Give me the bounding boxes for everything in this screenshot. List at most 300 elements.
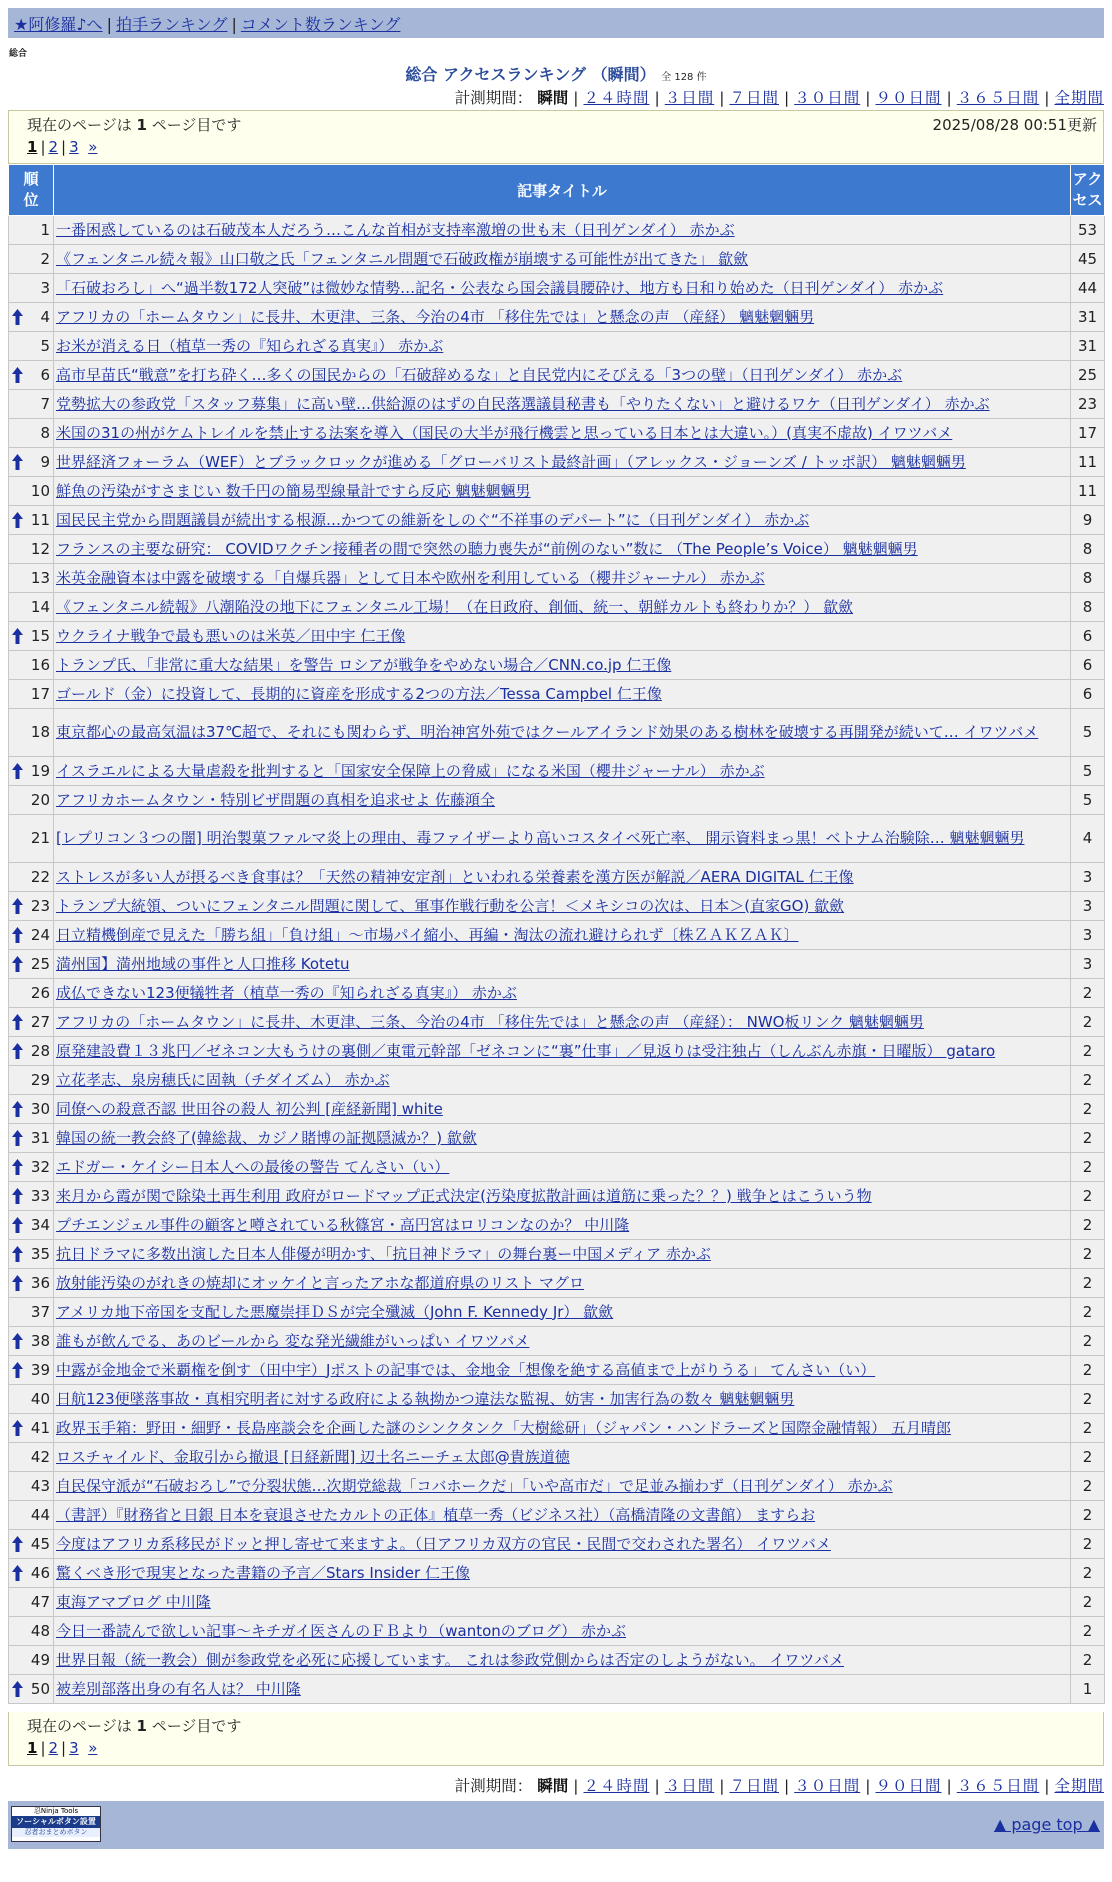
table-row [9, 390, 1105, 419]
article-link[interactable]: 高市早苗氏“戦意”を打ち砕く…多くの国民からの「石破辞めるな」と自民党内にそびえる「3つの壁」（日刊ゲンダイ） 赤かぶ [56, 365, 903, 384]
table-row [9, 863, 1105, 892]
access-count: 1 [1071, 1675, 1105, 1704]
rank-number: 25 [30, 954, 50, 973]
article-link[interactable]: 東海アマブログ 中川隆 [56, 1592, 211, 1611]
table-row [9, 757, 1105, 786]
title-cell [54, 892, 1071, 921]
arrow-up-icon [12, 1565, 23, 1581]
access-count: 53 [1071, 216, 1105, 245]
title-cell [54, 757, 1071, 786]
article-link[interactable]: 「石破おろし」へ“過半数172人突破”は微妙な情勢…記名・公表なら国会議員腰砕け、地方も日和り始めた（日刊ゲンダイ） 赤かぶ [56, 278, 944, 297]
period-link-3d-bottom[interactable]: ３日間 [664, 1777, 715, 1795]
rank-number: 19 [30, 761, 50, 780]
ninja-social-button-badge[interactable] [11, 1806, 101, 1842]
access-count: 4 [1071, 815, 1105, 863]
access-count: 2 [1071, 1385, 1105, 1414]
period-link-all[interactable]: 全期間 [1054, 89, 1104, 107]
title-cell [54, 1617, 1071, 1646]
title-cell [54, 477, 1071, 506]
article-link[interactable]: エドガー・ケイシー日本人への最後の警告 てんさい（い） [56, 1157, 450, 1176]
table-row [9, 564, 1105, 593]
ninja-badge-top: 忍Ninja Tools [33, 1807, 79, 1815]
access-count: 25 [1071, 361, 1105, 390]
rank-number: 42 [30, 1447, 50, 1466]
period-link-365d[interactable]: ３６５日間 [956, 89, 1040, 107]
pager-links-bottom: 1 | 2 | 3 » [27, 1739, 98, 1757]
rank-number: 30 [30, 1099, 50, 1118]
rank-number: 10 [30, 481, 50, 500]
article-link[interactable]: 誰もが飲んでる、あのビールから 変な発光繊維がいっぱい イワツバメ [56, 1331, 530, 1350]
title-cell [54, 1095, 1071, 1124]
rank-number: 5 [40, 336, 50, 355]
period-link-24h-bottom[interactable]: ２４時間 [583, 1777, 650, 1795]
rank-number: 38 [30, 1331, 50, 1350]
rank-cell [9, 1240, 54, 1269]
period-selector-bottom: 計測期間： 瞬間 | ２４時間 | ３日間 | ７日間 | ３０日間 | ９０日間 | ３６５日間 | 全期間 [454, 1777, 1104, 1795]
rank-number: 13 [30, 568, 50, 587]
access-count: 11 [1071, 448, 1105, 477]
period-link-24h[interactable]: ２４時間 [583, 89, 650, 107]
title-cell [54, 1298, 1071, 1327]
rank-number: 23 [30, 896, 50, 915]
rank-number: 21 [30, 829, 50, 847]
title-cell [54, 1269, 1071, 1298]
table-row [9, 1095, 1105, 1124]
rank-number: 8 [40, 423, 50, 442]
title-cell [54, 506, 1071, 535]
article-link[interactable]: 今度はアフリカ系移民がドッと押し寄せて来ますよ。（日アフリカ双方の官民・民間で交わされた署名） イワツバメ [56, 1534, 831, 1553]
title-cell [54, 1501, 1071, 1530]
article-link[interactable]: 世界経済フォーラム（WEF）とブラックロックが進める「グローバリスト最終計画」（アレックス・ジョーンズ / トッポ訳） 魑魅魍魎男 [56, 452, 966, 471]
title-cell [54, 1153, 1071, 1182]
article-link[interactable]: 自民保守派が“石破おろし”で分裂状態…次期党総裁「コバホークだ」「いや高市だ」で足並み揃わず（日刊ゲンダイ） 赤かぶ [56, 1476, 893, 1495]
access-count: 31 [1071, 303, 1105, 332]
article-link[interactable]: 政界玉手箱：野田・細野・長島座談会を企画した謎のシンクタンク「大樹総研」（ジャパン・ハンドラーズと国際金融情報） 五月晴郎 [56, 1418, 951, 1437]
page-2-link[interactable]: 2 [48, 138, 59, 156]
article-link[interactable]: プチエンジェル事件の顧客と噂されている秋篠宮・高円宮はロリコンなのか？ 中川隆 [56, 1215, 630, 1234]
article-link[interactable]: 原発建設費１３兆円／ゼネコン大もうけの裏側／東電元幹部「ゼネコンに“裏”仕事」／見返りは受注独占（しんぶん赤旗・日曜版） gataro [56, 1041, 996, 1060]
access-count: 2 [1071, 1559, 1105, 1588]
rank-number: 45 [30, 1534, 50, 1553]
access-count: 6 [1071, 622, 1105, 651]
rank-cell [9, 651, 54, 680]
ninja-badge-bottom: 忍者おまとめボタン [12, 1828, 100, 1837]
rank-number: 39 [30, 1360, 50, 1379]
period-link-365d-bottom[interactable]: ３６５日間 [956, 1777, 1040, 1795]
article-link[interactable]: 世界日報（統一教会）側が参政党を必死に応援しています。 これは参政党側からは否定のしようがない。 イワツバメ [56, 1650, 845, 1669]
article-link[interactable]: 党勢拡大の参政党「スタッフ募集」に高い壁…供給源のはずの自民落選議員秘書も「やりたくない」と避けるワケ（日刊ゲンダイ） 赤かぶ [56, 394, 990, 413]
table-row [9, 680, 1105, 709]
arrow-up-icon [12, 1536, 23, 1552]
rank-number: 49 [30, 1650, 50, 1669]
access-count: 2 [1071, 1211, 1105, 1240]
period-link-3d[interactable]: ３日間 [664, 89, 715, 107]
table-row [9, 1385, 1105, 1414]
period-link-90d-bottom[interactable]: ９０日間 [875, 1777, 942, 1795]
table-row [9, 1211, 1105, 1240]
title-cell [54, 1472, 1071, 1501]
title-cell [54, 1356, 1071, 1385]
rank-cell [9, 419, 54, 448]
article-link[interactable]: [レプリコン３つの闇] 明治製菓ファルマ炎上の理由、毒ファイザーより高いコスタイベ死亡率、 開示資料まっ黒！ベトナム治験除… 魑魅魍魎男 [56, 829, 1025, 847]
article-link[interactable]: ロスチャイルド、金取引から撤退 [日経新聞] 辺土名ニーチェ太郎@貴族道徳 [56, 1447, 570, 1466]
table-row [9, 448, 1105, 477]
article-link[interactable]: 米国の31の州がケムトレイルを禁止する法案を導入（国民の大半が飛行機雲と思っている日本とは大違い。）(真実不虚故) イワツバメ [56, 423, 953, 442]
table-row [9, 1153, 1105, 1182]
access-count: 45 [1071, 245, 1105, 274]
access-count: 3 [1071, 921, 1105, 950]
article-link[interactable]: 抗日ドラマに多数出演した日本人俳優が明かす、「抗日神ドラマ」の舞台裏ー中国メディア 赤かぶ [56, 1244, 711, 1263]
rank-number: 18 [30, 723, 50, 741]
table-row [9, 1066, 1105, 1095]
rank-cell [9, 593, 54, 622]
period-label: 計測期間： [454, 89, 533, 107]
access-count: 2 [1071, 1066, 1105, 1095]
article-link[interactable]: 米英金融資本は中露を破壊する「自爆兵器」として日本や欧州を利用している（櫻井ジャーナル） 赤かぶ [56, 568, 765, 587]
rank-cell [9, 1066, 54, 1095]
title-cell [54, 303, 1071, 332]
header-rank: 順位 [9, 165, 54, 216]
rank-cell [9, 1124, 54, 1153]
table-row [9, 1124, 1105, 1153]
article-link[interactable]: 立花孝志、泉房穂氏に固執（チダイズム） 赤かぶ [56, 1070, 390, 1089]
rank-number: 22 [30, 867, 50, 886]
next-page-link-bottom[interactable]: » [88, 1739, 98, 1757]
rank-number: 14 [30, 597, 50, 616]
arrow-up-icon [12, 512, 23, 528]
title-cell [54, 1240, 1071, 1269]
access-count: 2 [1071, 1530, 1105, 1559]
article-link[interactable]: 日航123便墜落事故・真相究明者に対する政府による執拗かつ違法な監視、妨害・加害行為の数々 魑魅魍魎男 [56, 1389, 795, 1408]
title-cell [54, 274, 1071, 303]
period-selector-top: 計測期間： 瞬間 | ２４時間 | ３日間 | ７日間 | ３０日間 | ９０日間 | ３６５日間 | 全期間 [454, 89, 1104, 107]
arrow-up-icon [12, 1014, 23, 1030]
title-cell [54, 1675, 1071, 1704]
next-page-link[interactable]: » [88, 138, 98, 156]
access-count: 2 [1071, 1008, 1105, 1037]
title-cell [54, 950, 1071, 979]
arrow-up-icon [12, 1159, 23, 1175]
rank-number: 35 [30, 1244, 50, 1263]
access-count: 2 [1071, 1588, 1105, 1617]
access-count: 6 [1071, 680, 1105, 709]
article-link[interactable]: 来月から霞が関で除染土再生利用 政府がロードマップ正式決定(汚染度拡散計画は道筋に乗った？？) 戦争とはこういう物 [56, 1186, 872, 1205]
rank-cell [9, 1646, 54, 1675]
rank-number: 40 [30, 1389, 50, 1408]
article-link[interactable]: 同僚への殺意否認 世田谷の殺人 初公判 [産経新聞] white [56, 1099, 443, 1118]
page-top-link[interactable]: ▲ page top ▲ [993, 1815, 1100, 1834]
title-cell [54, 979, 1071, 1008]
article-link[interactable]: フランスの主要な研究： COVIDワクチン接種者の間で突然の聴力喪失が“前例のない”数に （The People’s Voice） 魑魅魍魎男 [56, 539, 918, 558]
title-cell [54, 593, 1071, 622]
article-link[interactable]: アフリカの「ホームタウン」に長井、木更津、三条、今治の4市 「移住先では」と懸念の声 （産経）： NWO板リンク 魑魅魍魎男 [56, 1012, 924, 1031]
rank-cell [9, 709, 54, 757]
access-count: 2 [1071, 1037, 1105, 1066]
access-count: 2 [1071, 1095, 1105, 1124]
rank-cell [9, 1037, 54, 1066]
page-1-current: 1 [27, 138, 38, 156]
rank-cell [9, 1414, 54, 1443]
title-cell [54, 419, 1071, 448]
pager-bottom [8, 1712, 1104, 1766]
page-2-link-bottom[interactable]: 2 [48, 1739, 59, 1757]
access-count: 2 [1071, 1414, 1105, 1443]
comment-ranking-link[interactable]: コメント数ランキング [240, 15, 401, 34]
pager-status-bottom: 現在のページは 1 ページ目です [27, 1717, 242, 1735]
rank-cell [9, 757, 54, 786]
category-label: 総合 [9, 49, 28, 59]
table-row [9, 815, 1105, 863]
table-row [9, 1037, 1105, 1066]
access-count: 23 [1071, 390, 1105, 419]
arrow-up-icon [12, 1420, 23, 1436]
article-link[interactable]: ストレスが多い人が摂るべき食事は？「天然の精神安定剤」といわれる栄養素を漢方医が解説／AERA DIGITAL 仁王像 [56, 867, 854, 886]
rank-cell [9, 1472, 54, 1501]
title-cell [54, 448, 1071, 477]
table-row [9, 950, 1105, 979]
rank-cell [9, 274, 54, 303]
title-cell [54, 535, 1071, 564]
access-count: 2 [1071, 1472, 1105, 1501]
rank-cell [9, 1211, 54, 1240]
table-row [9, 477, 1105, 506]
arrow-up-icon [12, 367, 23, 383]
rank-cell [9, 1559, 54, 1588]
access-count: 2 [1071, 1617, 1105, 1646]
rank-cell [9, 892, 54, 921]
access-count: 2 [1071, 1240, 1105, 1269]
table-row [9, 1269, 1105, 1298]
title-cell [54, 1385, 1071, 1414]
access-count: 9 [1071, 506, 1105, 535]
bottom-bar [8, 1801, 1104, 1849]
article-link[interactable]: 放射能汚染のがれきの焼却にオッケイと言ったアホな都道府県のリスト マグロ [56, 1273, 584, 1292]
access-count: 44 [1071, 274, 1105, 303]
rank-cell [9, 979, 54, 1008]
article-link[interactable]: 《フェンタニル続々報》山口敬之氏「フェンタニル問題で石破政権が崩壊する可能性が出てきた」 歙歛 [56, 249, 749, 268]
access-count: 2 [1071, 1646, 1105, 1675]
arrow-up-icon [12, 1246, 23, 1262]
rank-number: 27 [30, 1012, 50, 1031]
table-row [9, 622, 1105, 651]
rank-number: 43 [30, 1476, 50, 1495]
arrow-up-icon [12, 956, 23, 972]
title-cell [54, 921, 1071, 950]
table-row [9, 1588, 1105, 1617]
rank-cell [9, 477, 54, 506]
title-cell [54, 1443, 1071, 1472]
article-link[interactable]: 満州国】満州地域の事件と人口推移 Kotetu [56, 954, 350, 973]
title-cell [54, 622, 1071, 651]
article-link[interactable]: 成仏できない123便犠牲者（植草一秀の『知られざる真実』） 赤かぶ [56, 983, 517, 1002]
article-link[interactable]: 東京都心の最高気温は37℃超で、それにも関わらず、明治神宮外苑ではクールアイランド効果のある樹林を破壊する再開発が続いて… イワツバメ [56, 723, 1039, 741]
access-count: 5 [1071, 786, 1105, 815]
rank-number: 20 [30, 790, 50, 809]
title-cell [54, 390, 1071, 419]
table-row [9, 419, 1105, 448]
updated-timestamp: 2025/08/28 00:51更新 [932, 116, 1097, 134]
title-cell [54, 1008, 1071, 1037]
home-link[interactable]: ★阿修羅♪へ [14, 15, 103, 34]
rank-number: 36 [30, 1273, 50, 1292]
title-cell [54, 245, 1071, 274]
rank-number: 1 [40, 220, 50, 239]
article-link[interactable]: 中露が金地金で米覇権を倒す（田中宇）Jポストの記事では、金地金「想像を絶する高値まで上がりうる」 てんさい（い） [56, 1360, 876, 1379]
rank-number: 37 [30, 1302, 50, 1321]
article-link[interactable]: 今日一番読んで欲しい記事〜キチガイ医さんのＦＢより（wantonのブログ） 赤かぶ [56, 1621, 627, 1640]
rank-cell [9, 1356, 54, 1385]
rank-number: 3 [40, 278, 50, 297]
table-row [9, 1414, 1105, 1443]
title-cell [54, 1211, 1071, 1240]
rank-cell [9, 564, 54, 593]
article-link[interactable]: 鮮魚の汚染がすさまじい 数千円の簡易型線量計ですら反応 魑魅魍魎男 [56, 481, 531, 500]
article-link[interactable]: 《フェンタニル続報》八潮陥没の地下にフェンタニル工場！（在日政府、創価、統一、朝鮮カルトも終わりか？） 歙歛 [56, 597, 854, 616]
header-title: 記事タイトル [54, 165, 1071, 216]
rank-number: 41 [30, 1418, 50, 1437]
period-link-all-bottom[interactable]: 全期間 [1054, 1777, 1104, 1795]
access-count: 31 [1071, 332, 1105, 361]
rank-cell [9, 1182, 54, 1211]
access-count: 2 [1071, 1124, 1105, 1153]
arrow-up-icon [12, 1101, 23, 1117]
article-link[interactable]: アフリカホームタウン・特別ビザ問題の真相を追求せよ 佐藤澒全 [56, 790, 496, 809]
table-row [9, 506, 1105, 535]
table-row [9, 1356, 1105, 1385]
rank-number: 24 [30, 925, 50, 944]
table-row [9, 786, 1105, 815]
access-count: 3 [1071, 892, 1105, 921]
table-row [9, 1240, 1105, 1269]
ranking-title [0, 62, 1112, 85]
article-link[interactable]: お米が消える日（植草一秀の『知られざる真実』） 赤かぶ [56, 336, 444, 355]
table-row [9, 245, 1105, 274]
period-link-7d-bottom[interactable]: ７日間 [729, 1777, 779, 1795]
top-nav-bar: ★阿修羅♪へ | 拍手ランキング | コメント数ランキング [8, 8, 1104, 38]
article-link[interactable]: アメリカ地下帝国を支配した悪魔崇拝ＤＳが完全殲滅（John F. Kennedy Jr） 歙歛 [56, 1302, 614, 1321]
page-3-link-bottom[interactable]: 3 [69, 1739, 79, 1757]
period-link-30d[interactable]: ３０日間 [794, 89, 861, 107]
article-link[interactable]: 被差別部落出身の有名人は？ 中川隆 [56, 1679, 301, 1698]
table-row [9, 332, 1105, 361]
table-row [9, 361, 1105, 390]
rank-number: 28 [30, 1041, 50, 1060]
title-cell [54, 1588, 1071, 1617]
title-cell [54, 1037, 1071, 1066]
article-link[interactable]: イスラエルによる大量虐殺を批判すると「国家安全保障上の脅威」になる米国（櫻井ジャーナル） 赤かぶ [56, 761, 765, 780]
rank-number: 2 [40, 249, 50, 268]
rank-cell [9, 1501, 54, 1530]
rank-number: 48 [30, 1621, 50, 1640]
arrow-up-icon [12, 763, 23, 779]
article-link[interactable]: ウクライナ戦争で最も悪いのは米英／田中宇 仁王像 [56, 626, 406, 645]
arrow-up-icon [12, 628, 23, 644]
table-row [9, 979, 1105, 1008]
article-link[interactable]: トランプ氏、「非常に重大な結果」を警告 ロシアが戦争をやめない場合／CNN.co.jp 仁王像 [56, 655, 672, 674]
rank-cell [9, 1443, 54, 1472]
period-link-7d[interactable]: ７日間 [729, 89, 779, 107]
title-cell [54, 863, 1071, 892]
access-count: 8 [1071, 593, 1105, 622]
access-count: 8 [1071, 535, 1105, 564]
article-link[interactable]: 国民民主党から問題議員が続出する根源…かつての維新をしのぐ“不祥事のデパート”に（日刊ゲンダイ） 赤かぶ [56, 510, 810, 529]
table-row [9, 1443, 1105, 1472]
rank-number: 12 [30, 539, 50, 558]
pager-links: 1 | 2 | 3 » [27, 138, 98, 156]
title-cell [54, 815, 1071, 863]
table-row [9, 593, 1105, 622]
rank-cell [9, 786, 54, 815]
table-row [9, 651, 1105, 680]
title-cell [54, 1066, 1071, 1095]
access-count: 8 [1071, 564, 1105, 593]
ranking-count: 全 128 件 [661, 72, 707, 83]
rank-number: 31 [30, 1128, 50, 1147]
title-cell [54, 1182, 1071, 1211]
clap-ranking-link[interactable]: 拍手ランキング [115, 15, 228, 34]
title-cell [54, 1414, 1071, 1443]
rank-number: 4 [40, 307, 50, 326]
article-link[interactable]: ゴールド（金）に投資して、長期的に資産を形成する2つの方法／Tessa Campbel 仁王像 [56, 684, 662, 703]
rank-number: 44 [30, 1505, 50, 1524]
rank-number: 17 [30, 684, 50, 703]
title-cell [54, 1646, 1071, 1675]
table-row [9, 921, 1105, 950]
article-link[interactable]: トランプ大統領、ついにフェンタニル問題に関して、軍事作戦行動を公言！＜メキシコの次は、日本＞(直家GO) 歙歛 [56, 896, 845, 915]
rank-number: 46 [30, 1563, 50, 1582]
arrow-up-icon [12, 1188, 23, 1204]
period-link-30d-bottom[interactable]: ３０日間 [794, 1777, 861, 1795]
access-count: 2 [1071, 979, 1105, 1008]
arrow-up-icon [12, 1362, 23, 1378]
rank-cell [9, 1269, 54, 1298]
access-count: 2 [1071, 1327, 1105, 1356]
rank-cell [9, 921, 54, 950]
rank-cell [9, 506, 54, 535]
table-row [9, 1501, 1105, 1530]
rank-number: 11 [30, 510, 50, 529]
rank-number: 33 [30, 1186, 50, 1205]
table-row [9, 1472, 1105, 1501]
article-link[interactable]: （書評）『財務省と日銀 日本を衰退させたカルトの正体』植草一秀（ビジネス社）（高橋清隆の文書館） ますらお [56, 1505, 816, 1524]
rank-cell [9, 245, 54, 274]
access-count: 17 [1071, 419, 1105, 448]
rank-cell [9, 950, 54, 979]
access-count: 5 [1071, 709, 1105, 757]
rank-cell [9, 622, 54, 651]
table-row [9, 892, 1105, 921]
article-link[interactable]: 日立精機倒産で見えた「勝ち組」「負け組」～市場パイ縮小、再編・淘汰の流れ避けられず〔株ＺＡＫＺＡＫ〕 [56, 925, 799, 944]
period-link-90d[interactable]: ９０日間 [875, 89, 942, 107]
rank-number: 7 [40, 394, 50, 413]
arrow-up-icon [12, 927, 23, 943]
title-cell [54, 786, 1071, 815]
title-cell [54, 1530, 1071, 1559]
arrow-up-icon [12, 1681, 23, 1697]
access-count: 11 [1071, 477, 1105, 506]
table-header-row [9, 165, 1105, 216]
rank-cell [9, 332, 54, 361]
page-3-link[interactable]: 3 [69, 138, 79, 156]
article-link[interactable]: 驚くべき形で現実となった書籍の予言／Stars Insider 仁王像 [56, 1563, 470, 1582]
article-link[interactable]: 一番困惑しているのは石破茂本人だろう…こんな首相が支持率激増の世も末（日刊ゲンダイ） 赤かぶ [56, 220, 735, 239]
article-link[interactable]: アフリカの「ホームタウン」に長井、木更津、三条、今治の4市 「移住先では」と懸念の声 （産経） 魑魅魍魎男 [56, 307, 815, 326]
article-link[interactable]: 韓国の統一教会終了(韓総裁、カジノ賭博の証拠隠滅か？) 歙歛 [56, 1128, 477, 1147]
table-row [9, 1008, 1105, 1037]
access-count: 6 [1071, 651, 1105, 680]
arrow-up-icon [12, 1130, 23, 1146]
header-access: アクセス [1071, 165, 1105, 216]
